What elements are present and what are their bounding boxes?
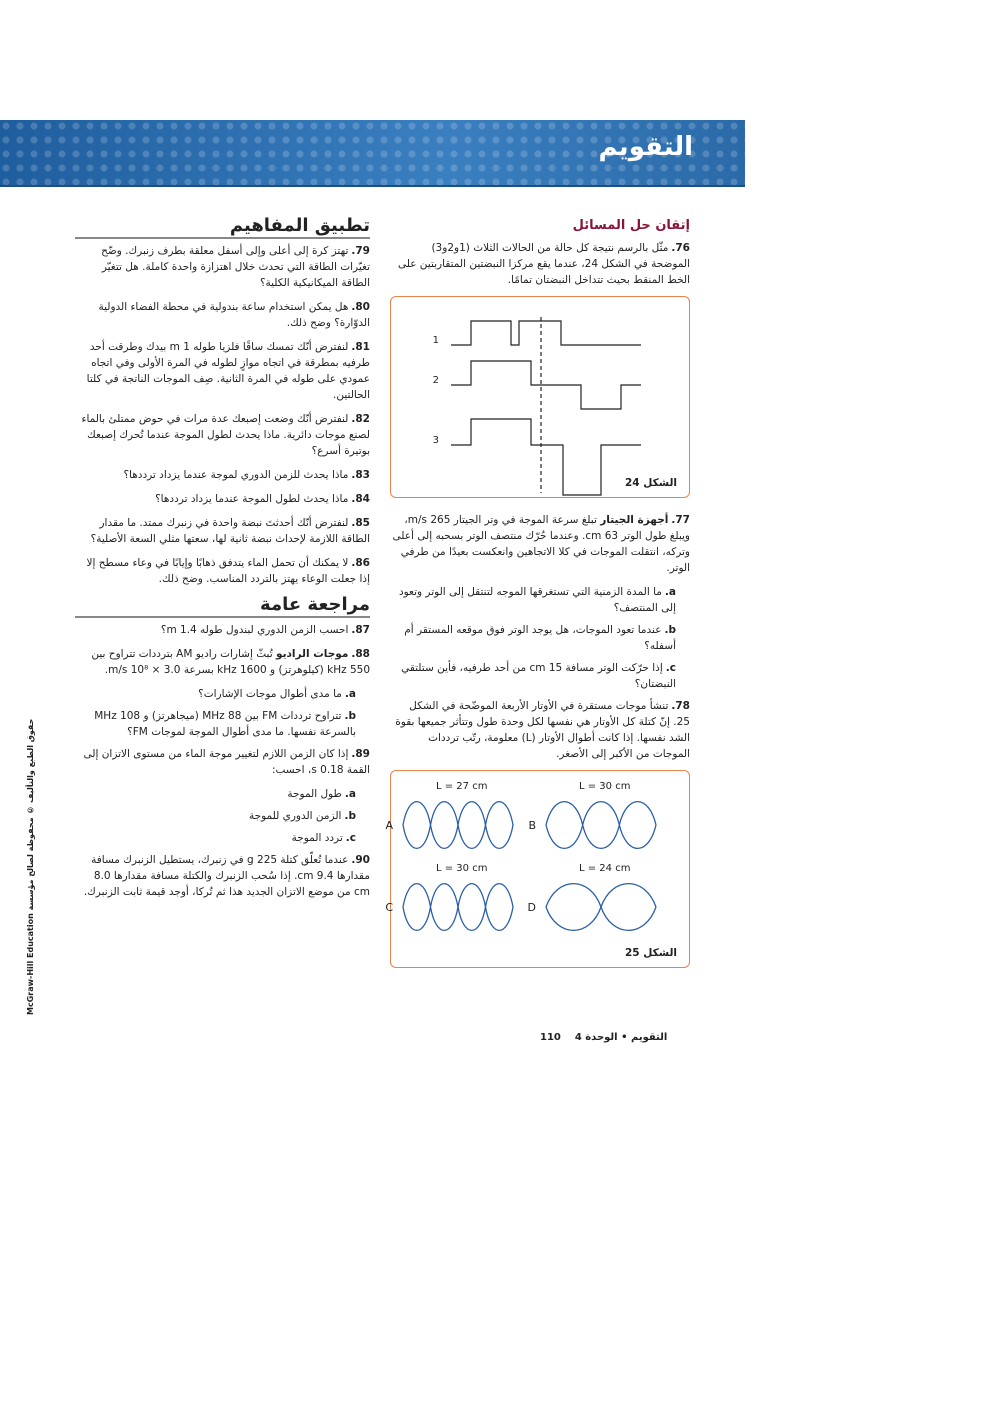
- figure-25: [385, 770, 690, 968]
- pulse-pair-3: [451, 419, 641, 495]
- pulse-pair-2: [451, 361, 641, 409]
- standing-wave-D-upper: [546, 884, 656, 907]
- string-letter-A: A: [385, 819, 393, 832]
- string-letter-C: C: [385, 901, 393, 914]
- pulse-pair-1: [451, 321, 641, 345]
- question-89a: a.طول الموجة: [287, 788, 356, 800]
- right-column: [385, 218, 690, 982]
- footer-bullet: •: [621, 1032, 628, 1043]
- standing-wave-C-lower: [403, 907, 513, 930]
- question-89b: b.الزمن الدوري للموجة: [248, 810, 356, 822]
- section-heading-apply-concepts: تطبيق المفاهيم: [75, 218, 370, 239]
- string-length-label-D: L = 24 cm: [579, 863, 631, 874]
- section-heading-problem-solving: إتقان حل المسائل: [572, 218, 690, 233]
- question-89c: c.تردد الموجة: [291, 832, 356, 844]
- standing-wave-C-upper: [403, 884, 513, 907]
- question-86: 86.لا يمكنك أن تحمل الماء يتدفق ذهابًا وإيابًا في وعاء مسطح إلا إذا جعلت الوعاء يهتز بالتردد المناسب. وضح ذلك.: [86, 557, 370, 585]
- question-80: 80.هل يمكن استخدام ساعة بندولية في محطة الفضاء الدولية الدوّارة؟ وضح ذلك.: [98, 301, 370, 329]
- standing-wave-B-lower: [546, 825, 656, 848]
- figure-24-pulses: [391, 297, 689, 497]
- string-letter-B: B: [528, 819, 536, 832]
- page-footer: [540, 1032, 680, 1043]
- row-label-2: 2: [432, 375, 439, 386]
- figure-25-caption: الشكل 25: [625, 947, 677, 959]
- row-label-1: 1: [432, 335, 439, 346]
- question-89: 89.إذا كان الزمن اللازم لتغيير موجة الماء من مستوى الاتزان إلى القمة 0.18 s، احسب:: [83, 748, 370, 776]
- copyright-credit: McGraw-Hill Education حقوق الطبع والتأليف © محفوظة لصالح مؤسسة: [26, 718, 35, 1015]
- question-77b: b.عندما تعود الموجات، هل يوجد الوتر فوق موقعه المستقر أم أسفله؟: [404, 624, 676, 652]
- string-letter-D: D: [527, 901, 536, 914]
- footer-unit: الوحدة 4: [574, 1032, 618, 1043]
- standing-wave-A-lower: [403, 825, 513, 848]
- question-77c: c.إذا حرّكت الوتر مسافة 15 cm من أحد طرفيه، فأين ستلتقي النبضتان؟: [401, 662, 676, 690]
- footer-section: التقويم: [630, 1032, 668, 1043]
- standing-wave-B-upper: [546, 802, 656, 825]
- question-90: 90.عندما تُعلّق كتلة 225 g في زنبرك، يستطيل الزنبرك مسافة مقدارها 9.4 cm. إذا سُحب الزنبرك والكتلة مسافة مقدارها 8.0 cm من موضع الاتزان الجديد هذا ثم تُركا، أوجد قيمة ثابت الزنبرك.: [83, 854, 370, 898]
- question-81: 81.لنفترض أنّك تمسك ساقًا فلزيا طوله 1 m بيدك وطرقت أحد طرفيه بمطرقة في اتجاه موازٍ لطوله في المرة الأولى وفي اتجاه عمودي على طوله في المرة الثانية. صِف الموجات الناتجة في كلتا الحالتين.: [86, 341, 370, 401]
- banner-title: التقويم: [598, 132, 693, 162]
- question-88a: a.ما مدى أطوال موجات الإشارات؟: [198, 688, 356, 700]
- string-length-label-A: L = 27 cm: [436, 781, 488, 792]
- question-83: 83.ماذا يحدث للزمن الدوري لموجة عندما يزداد ترددها؟: [123, 469, 370, 481]
- question-82: 82.لنفترض أنّك وضعت إصبعك عدة مرات في حوض ممتلئ بالماء لصنع موجات دائرية. ماذا يحدث لطول الموجة عندما تُحرك إصبعك بوتيرة أسرع؟: [81, 413, 370, 457]
- question-84: 84.ماذا يحدث لطول الموجة عندما يزداد ترددها؟: [155, 493, 370, 505]
- question-77: 77.أجهزة الجيتار تبلغ سرعة الموجة في وتر الجيتار 265 m/s، ويبلغ طول الوتر 63 cm. وعندما حُرّك منتصف الوتر بسحبه إلى أعلى وتركه، انتقلت الموجات في كلا الاتجاهين وانعكست بعيدًا من طرفي الوتر.: [392, 514, 690, 574]
- question-85: 85.لنفترض أنّك أحدثتَ نبضة واحدة في زنبرك ممتد. ما مقدار الطاقة اللازمة لإحداث نبضة ثانية لها، سعتها مثلي السعة الأصلية؟: [90, 517, 370, 545]
- question-79: 79.تهتز كرة إلى أعلى وإلى أسفل معلقة بطرف زنبرك. وضّح تغيّرات الطاقة التي تحدث خلال اهتزازة واحدة كاملة. هل تتغيّر الطاقة الميكانيكية الكلية؟: [101, 245, 370, 289]
- left-column: [75, 215, 370, 908]
- standing-wave-D-lower: [546, 907, 656, 930]
- row-label-3: 3: [432, 435, 439, 446]
- figure-25-standing-waves: [385, 771, 689, 967]
- chapter-banner: [0, 120, 745, 187]
- question-87: 87.احسب الزمن الدوري لبندول طوله 1.4 m؟: [160, 624, 370, 636]
- section-heading-general-review: مراجعة عامة: [75, 597, 370, 618]
- page-number: 110: [540, 1032, 561, 1043]
- standing-wave-A-upper: [403, 802, 513, 825]
- question-77a: a.ما المدة الزمنية التي تستغرقها الموجه لتنتقل إلى الوتر وتعود إلى المنتصف؟: [398, 586, 676, 614]
- string-length-label-B: L = 30 cm: [579, 781, 631, 792]
- question-88b: b.تتراوح ترددات FM بين 88 MHz (ميجاهرتز) و 108 MHz بالسرعة نفسها. ما مدى أطوال الموجة لموجات FM؟: [94, 710, 356, 738]
- string-length-label-C: L = 30 cm: [436, 863, 488, 874]
- figure-24: [390, 296, 690, 498]
- figure-24-caption: الشكل 24: [625, 477, 677, 489]
- question-88: 88.موجات الراديو تُبثّ إشارات راديو AM بترددات تتراوح بين 550 kHz (كيلوهرتز) و 1600 kHz بسرعة 3.0 × 10⁸ m/s.: [91, 648, 370, 676]
- question-76: 76.مثّل بالرسم نتيجة كل حالة من الحالات الثلاث (1و2و3) الموضحة في الشكل 24، عندما يقع مركزا النبضتين المتقاربتين على الخط المنقط بحيث تتداخل النبضتان تمامًا.: [397, 242, 690, 286]
- question-78: 78.تنشأ موجات مستقرة في الأوتار الأربعة الموضّحة في الشكل 25. إنّ كتلة كل الأوتار هي نفسها لكل وحدة طول وتتأثر جميعها بقوة الشد نفسها. إذا كانت أطوال الأوتار (L) معلومة، رتّب ترددات الموجات من الأكبر إلى الأصغر.: [395, 700, 690, 760]
